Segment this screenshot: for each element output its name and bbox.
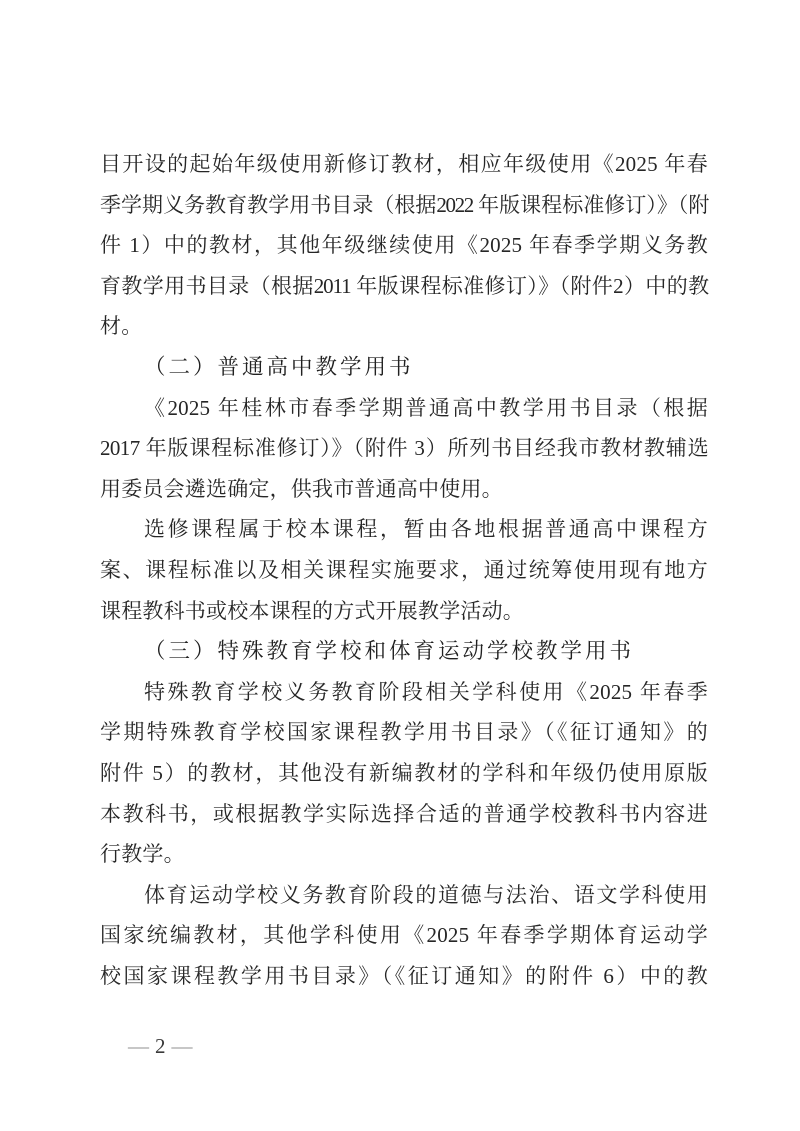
body-line: 行教学。	[100, 842, 185, 867]
body-line: 材。	[100, 314, 143, 339]
page-number-dash-right: —	[171, 1034, 193, 1058]
body-line: 附件 5）的教材，其他没有新编教材的学科和年级仍使用原版	[100, 760, 708, 785]
body-line: 体育运动学校义务教育阶段的道德与法治、语文学科使用	[144, 882, 708, 907]
body-line: 案、课程标准以及相关课程实施要求，通过统筹使用现有地方	[100, 557, 708, 582]
body-line: 特殊教育学校义务教育阶段相关学科使用《2025 年春季	[144, 679, 708, 704]
body-line: 课程教科书或校本课程的方式开展教学活动。	[100, 598, 524, 623]
section-heading-2: （二）普通高中教学用书	[144, 354, 414, 379]
document-body	[100, 144, 708, 996]
body-line: 学期特殊教育学校国家课程教学用书目录》（《征订通知》的	[100, 720, 708, 745]
body-line: 国家统编教材，其他学科使用《2025 年春季学期体育运动学	[100, 923, 708, 948]
page-number-dash-left: —	[128, 1034, 149, 1058]
body-line: 本教科书，或根据教学实际选择合适的普通学校教科书内容进	[100, 801, 708, 826]
body-line: 育教学用书目录（根据2011 年版课程标准修订）》（附件2）中的教	[100, 273, 708, 298]
body-line: 目开设的起始年级使用新修订教材，相应年级使用《2025 年春	[100, 152, 708, 176]
body-line: 校国家课程教学用书目录》（《征订通知》的附件 6）中的教	[100, 963, 708, 988]
body-line: 《2025 年桂林市春季学期普通高中教学用书目录（根据	[144, 395, 708, 420]
section-heading-3: （三）特殊教育学校和体育运动学校教学用书	[144, 639, 635, 664]
body-line: 季学期义务教育教学用书目录（根据2022 年版课程标准修订）》（附	[100, 192, 708, 217]
body-line: 2017 年版课程标准修订）》（附件 3）所列书目经我市教材教辅选	[100, 436, 708, 461]
body-line: 用委员会遴选确定，供我市普通高中使用。	[100, 476, 503, 501]
body-line: 选修课程属于校本课程，暂由各地根据普通高中课程方	[144, 517, 708, 542]
page-number	[122, 1031, 199, 1061]
body-line: 件 1）中的教材，其他年级继续使用《2025 年春季学期义务教	[100, 233, 708, 258]
page-number-value: 2	[155, 1034, 166, 1058]
